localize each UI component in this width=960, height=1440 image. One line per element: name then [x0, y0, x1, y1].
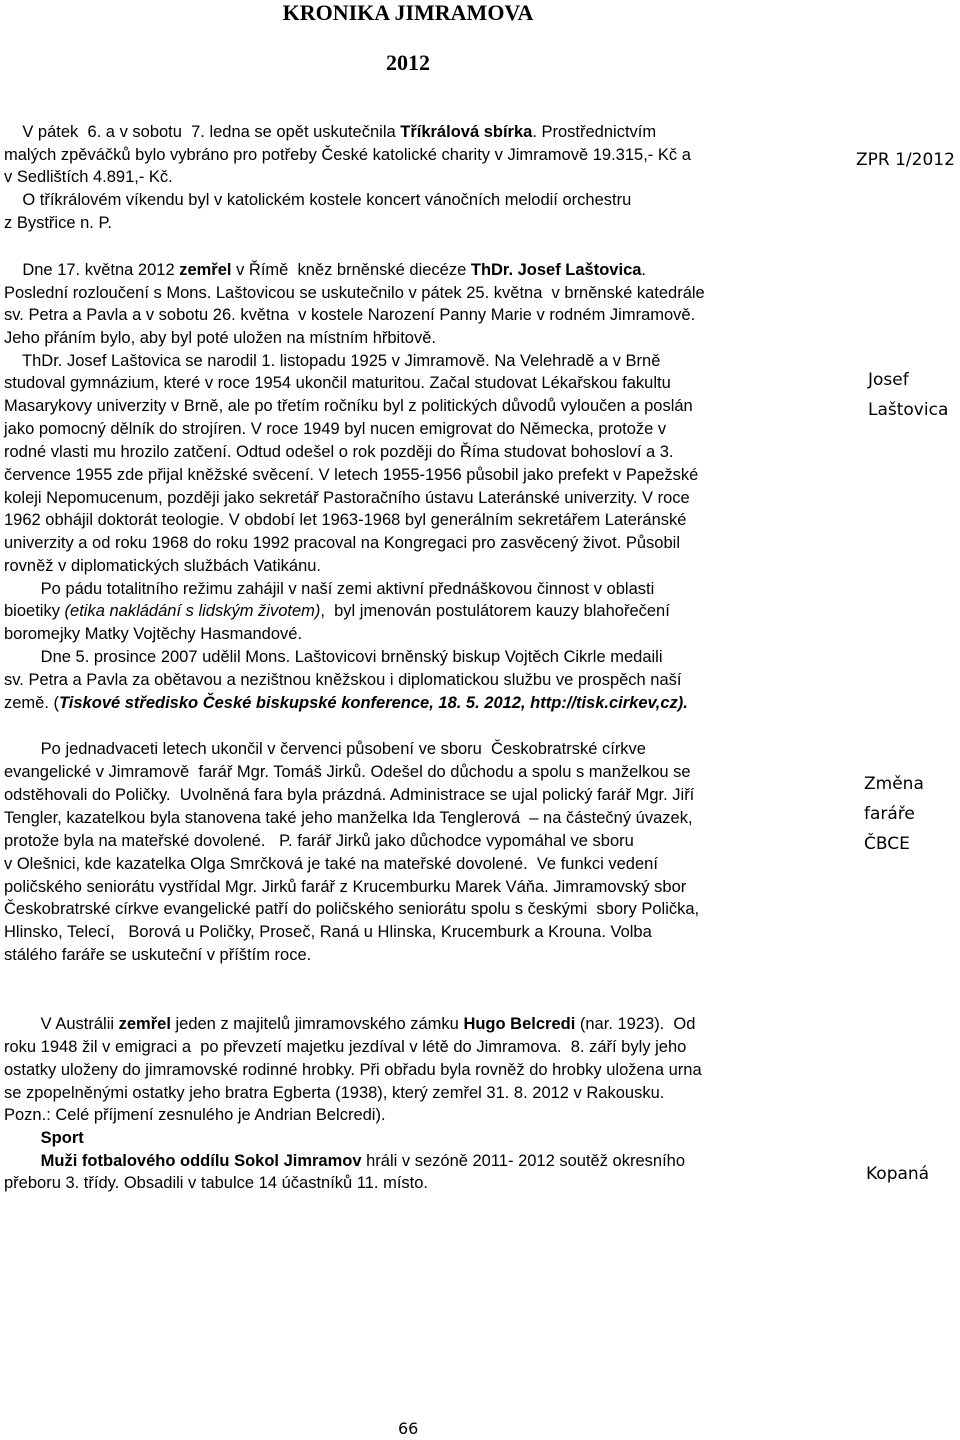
- margin-note-kopana: Kopaná: [866, 1164, 930, 1184]
- margin-note-zpr: ZPR 1/2012: [856, 150, 955, 170]
- margin-note-farar-3: ČBCE: [864, 834, 910, 854]
- text-line: [4, 509, 686, 531]
- text-segment: jako pomocný dělník do strojíren. V roce 1949 byl nucen emigrovat do Německa, protože v: [4, 420, 667, 438]
- text-segment: poličského seniorátu vystřídal Mgr. Jirků farář z Krucemburku Marek Váňa. Jimramovský sbor: [4, 878, 687, 896]
- text-line: [4, 372, 671, 394]
- text-line: [4, 327, 436, 349]
- text-line: [4, 761, 691, 783]
- text-line: [4, 600, 670, 622]
- text-line: [4, 738, 646, 760]
- text-line: [4, 555, 321, 577]
- text-segment: 1962 obhájil doktorát teologie. V období let 1963-1968 byl generálním sekretářem Lateránské: [4, 511, 687, 529]
- margin-note-farar-2: faráře: [864, 804, 915, 824]
- text-segment: rodné vlasti mu hrozilo zatčení. Odtud odešel o rok později do Říma studovat bohosloví a 3.: [4, 443, 674, 461]
- text-line: [4, 487, 690, 509]
- text-line: [4, 395, 693, 417]
- text-segment: . Prostřednictvím: [532, 123, 657, 141]
- text-segment: Po jednadvaceti letech ukončil v červenci působení ve sboru Českobratrské církve: [4, 740, 646, 758]
- text-line: [4, 807, 693, 829]
- text-segment: studoval gymnázium, které v roce 1954 ukončil maturitou. Začal studovat Lékařskou fakultu: [4, 374, 671, 392]
- text-line: [4, 853, 658, 875]
- text-line: [4, 532, 680, 554]
- text-segment: jeden z majitelů jimramovského zámku: [170, 1015, 464, 1033]
- text-segment: ostatky uloženy do jimramovské rodinné hrobky. Při obřadu byla rovněž do hrobky uložena urna: [4, 1061, 702, 1079]
- text-line: [4, 350, 660, 372]
- text-segment: se zpopelněnými ostatky jeho bratra Egberta (1938), který zemřel 31. 8. 2012 v Rakousku.: [4, 1084, 665, 1102]
- text-segment: (etika nakládání s lidským životem): [64, 602, 321, 620]
- text-segment: Sport: [4, 1129, 84, 1147]
- text-segment: roku 1948 žil v emigraci a po převzetí majetku jezdíval v létě do Jimramova. 8. září byly jeho: [4, 1038, 687, 1056]
- text-segment: O tříkrálovém víkendu byl v katolickém kostele koncert vánočních melodií orchestru: [4, 191, 632, 209]
- text-segment: země. (: [4, 694, 60, 712]
- text-segment: evangelické v Jimramově farář Mgr. Tomáš Jirků. Odešel do důchodu a spolu s manželkou se: [4, 763, 691, 781]
- text-line: [4, 144, 691, 166]
- text-line: [4, 304, 695, 326]
- text-line: [4, 441, 674, 463]
- text-line: [4, 464, 698, 486]
- text-segment: Hlinsko, Telecí, Borová u Poličky, Proseč, Raná u Hlinska, Krucemburk a Krouna. Volba: [4, 923, 652, 941]
- text-segment: zemřel: [118, 1015, 171, 1033]
- chronicle-title: KRONIKA JIMRAMOVA: [282, 0, 534, 25]
- text-line: [4, 166, 173, 188]
- text-segment: sv. Petra a Pavla a v sobotu 26. května v kostele Narození Panny Marie v rodném Jimramově.: [4, 306, 696, 324]
- text-line: [4, 898, 699, 920]
- text-line: [4, 921, 652, 943]
- text-segment: Jeho přáním bylo, aby byl poté uložen na místním hřbitově.: [4, 329, 436, 347]
- text-segment: , byl jmenován postulátorem kauzy blahořečení: [320, 602, 670, 620]
- text-segment: V Austrálii: [4, 1015, 119, 1033]
- margin-note-lastovica-1: Josef: [868, 370, 909, 390]
- text-line: [4, 578, 654, 600]
- text-line: [4, 646, 663, 668]
- year-heading: 2012: [386, 50, 430, 75]
- text-segment: Hugo Belcredi: [463, 1015, 576, 1033]
- text-segment: Pozn.: Celé příjmení zesnulého je Andrian Belcredi).: [4, 1106, 386, 1124]
- text-line: [4, 784, 694, 806]
- text-segment: v Římě kněz brněnské diecéze: [231, 261, 471, 279]
- margin-note-farar-1: Změna: [864, 774, 924, 794]
- text-line: [4, 830, 634, 852]
- text-line: [4, 121, 656, 143]
- text-line: [4, 1150, 685, 1172]
- text-segment: Masarykovy univerzity v Brně, ale po třetím ročníku byl z politických důvodů vyloučen a poslán: [4, 397, 693, 415]
- text-line: [4, 1013, 695, 1035]
- text-segment: Tiskové středisko České biskupské konference, 18. 5. 2012, http://tisk.cirkev,cz).: [59, 694, 688, 712]
- text-segment: rovněž v diplomatických službách Vatikánu.: [4, 557, 322, 575]
- text-segment: malých zpěváčků bylo vybráno pro potřeby České katolické charity v Jimramově 19.315,- Kč a: [4, 146, 691, 164]
- text-segment: koleji Nepomucenum, později jako sekretář Pastoračního ústavu Lateránské univerzity. V roce: [4, 489, 690, 507]
- text-segment: bioetiky: [4, 602, 65, 620]
- text-segment: Dne 17. května 2012: [4, 261, 180, 279]
- text-line: [4, 623, 302, 645]
- text-line: [4, 1082, 664, 1104]
- margin-note-lastovica-2: Laštovica: [868, 400, 949, 420]
- text-line: [4, 282, 705, 304]
- text-line: [4, 212, 112, 234]
- text-segment: protože byla na mateřské dovolené. P. farář Jirků jako důchodce vypomáhal ve sboru: [4, 832, 634, 850]
- text-segment: Tengler, kazatelkou byla stanovena také jeho manželka Ida Tenglerová – na částečný úvazek,: [4, 809, 693, 827]
- text-segment: hráli v sezóně 2011- 2012 soutěž okresního: [361, 1152, 686, 1170]
- text-segment: Poslední rozloučení s Mons. Laštovicou se uskutečnilo v pátek 25. května v brněnské katedrále: [4, 284, 705, 302]
- text-segment: .: [641, 261, 647, 279]
- text-segment: července 1955 zde přijal kněžské svěcení. V letech 1955-1956 působil jako prefekt v Papežské: [4, 466, 699, 484]
- text-segment: v Sedlištích 4.891,- Kč.: [4, 168, 173, 186]
- text-line: [4, 692, 688, 714]
- text-segment: Tříkrálová sbírka: [400, 123, 533, 141]
- text-segment: odstěhovali do Poličky. Uvolněná fara byla prázdná. Administrace se ujal polický farář Mgr. Jiří: [4, 786, 695, 804]
- text-line: [4, 189, 631, 211]
- text-line: [4, 1104, 386, 1126]
- text-segment: Po pádu totalitního režimu zahájil v naší zemi aktivní přednáškovou činnost v oblasti: [4, 580, 655, 598]
- page-number: 66: [398, 1419, 419, 1438]
- text-segment: ThDr. Josef Laštovica se narodil 1. listopadu 1925 v Jimramově. Na Velehradě a v Brně: [4, 352, 661, 370]
- text-line: [4, 418, 666, 440]
- text-segment: sv. Petra a Pavla za obětavou a nezištnou kněžskou i diplomatickou službu ve prospěch naší: [4, 671, 682, 689]
- text-segment: V pátek 6. a v sobotu 7. ledna se opět uskutečnila: [4, 123, 401, 141]
- text-line: [4, 1127, 84, 1149]
- text-segment: (nar. 1923). Od: [575, 1015, 696, 1033]
- text-segment: v Olešnici, kde kazatelka Olga Smrčková je také na mateřské dovolené. Ve funkci vedení: [4, 855, 658, 873]
- text-line: [4, 944, 311, 966]
- text-line: [4, 1036, 686, 1058]
- text-segment: univerzity a od roku 1968 do roku 1992 pracoval na Kongregaci pro zasvěcený život. Působil: [4, 534, 680, 552]
- text-segment: přeboru 3. třídy. Obsadili v tabulce 14 účastníků 11. místo.: [4, 1174, 429, 1192]
- text-line: [4, 259, 646, 281]
- text-segment: Muži fotbalového oddílu Sokol Jimramov: [4, 1152, 362, 1170]
- text-line: [4, 1172, 428, 1194]
- text-segment: z Bystřice n. P.: [4, 214, 112, 232]
- text-segment: ThDr. Josef Laštovica: [470, 261, 642, 279]
- text-line: [4, 876, 686, 898]
- text-line: [4, 669, 682, 691]
- text-segment: Českobratrské církve evangelické patří do poličského seniorátu spolu s českými sbory Polička,: [4, 900, 700, 918]
- text-segment: boromejky Matky Vojtěchy Hasmandové.: [4, 625, 303, 643]
- text-segment: Dne 5. prosince 2007 udělil Mons. Laštovicovi brněnský biskup Vojtěch Cikrle medaili: [4, 648, 663, 666]
- text-segment: zemřel: [179, 261, 232, 279]
- text-segment: stálého faráře se uskuteční v příštím roce.: [4, 946, 312, 964]
- text-line: [4, 1059, 702, 1081]
